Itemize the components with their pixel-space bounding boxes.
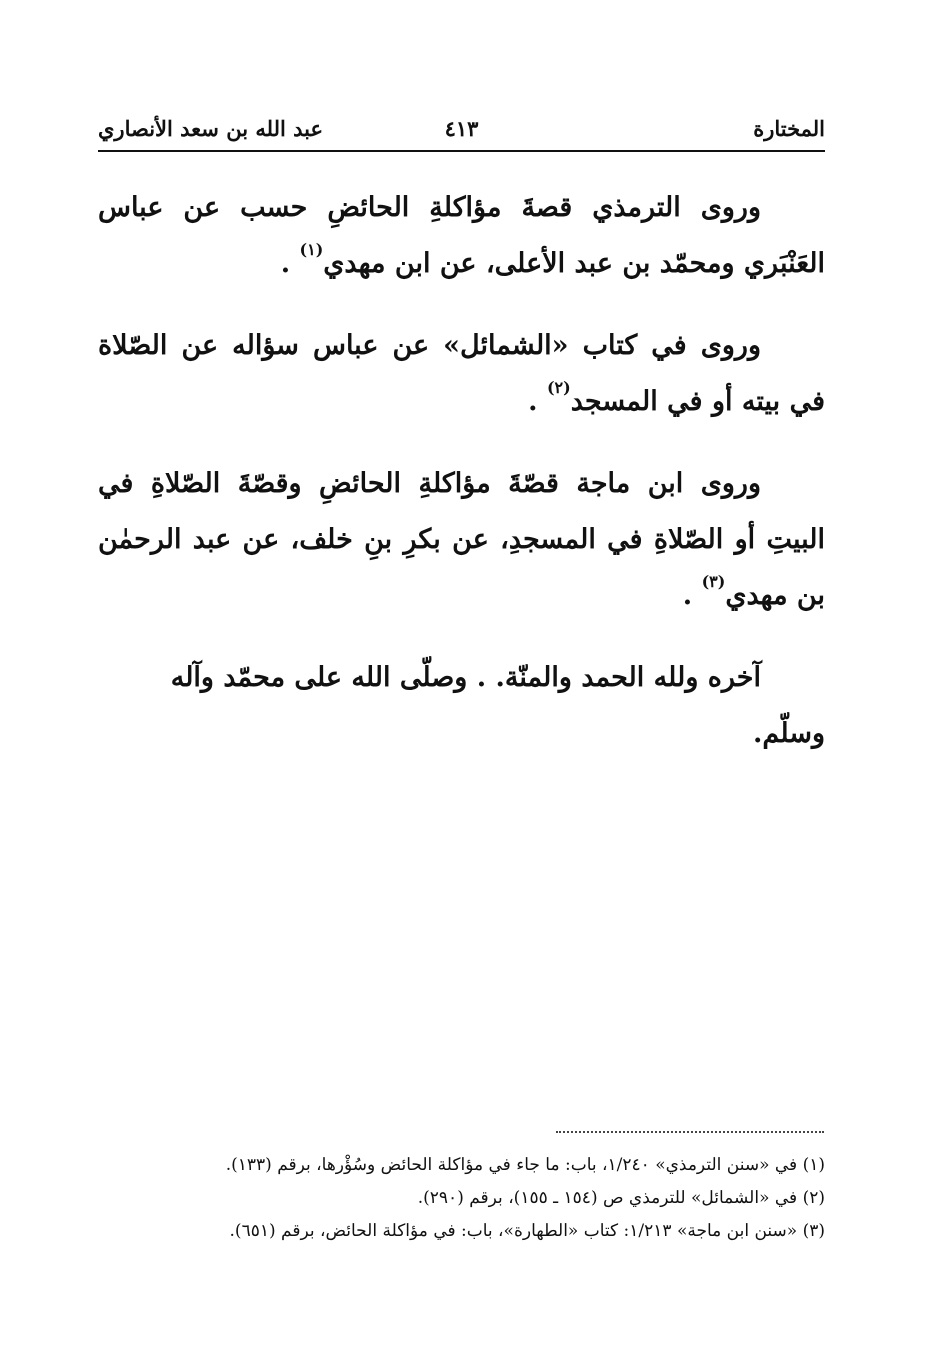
footnote-marker-2: (٢) [546, 378, 571, 397]
footnote-marker-3: (٣) [701, 572, 726, 591]
page-number: ٤١٣ [444, 116, 479, 141]
footnote-1: (١) في «سنن الترمذي» ١/٢٤٠، باب: ما جاء في مؤاكلة الحائض وسُؤْرها، برقم (١٣٣). [225, 1155, 825, 1175]
footnote-3: (٣) «سنن ابن ماجة» ١/٢١٣: كتاب «الطهارة»، باب: في مؤاكلة الحائض، برقم (٦٥١). [229, 1221, 825, 1241]
paragraph-1 [98, 180, 825, 292]
footnote-2: (٢) في «الشمائل» للترمذي ص (١٥٤ ـ ١٥٥)، برقم (٢٩٠). [417, 1188, 825, 1208]
footnotes [98, 1152, 825, 1251]
main-text [98, 180, 825, 762]
paragraph-end-mark: . [280, 248, 291, 279]
header-narrator-name: عبد الله بن سعد الأنصاري [98, 116, 324, 141]
paragraph-3 [98, 456, 825, 624]
header-section-title: المختارة [753, 116, 825, 141]
running-header [98, 113, 825, 145]
paragraph-end-mark: . [528, 386, 538, 417]
footnote-marker-1: (١) [299, 240, 324, 259]
paragraph-text: وروى الترمذي قصةَ مؤاكلةِ الحائضِ حسب عن عباس العَنْبَري ومحمّد بن عبد الأعلى، عن ابن مهدي [98, 192, 825, 279]
closing-line: آخره ولله الحمد والمنّة. . وصلّى الله على محمّد وآله وسلّم. [170, 662, 825, 749]
header-rule [98, 150, 825, 152]
paragraph-end-mark: . [682, 580, 693, 611]
paragraph-text: وروى ابن ماجة قصّةَ مؤاكلةِ الحائضِ وقصّةَ الصّلاةِ في البيتِ أو الصّلاةِ في المسجدِ، عن بكرِ بنِ خلف، عن عبد الرحمٰن بن مهدي [98, 468, 825, 611]
paragraph-text: وروى في كتاب «الشمائل» عن عباس سؤاله عن الصّلاة في بيته أو في المسجد [98, 330, 825, 417]
paragraph-2 [98, 318, 825, 430]
footnote-separator [556, 1131, 824, 1133]
